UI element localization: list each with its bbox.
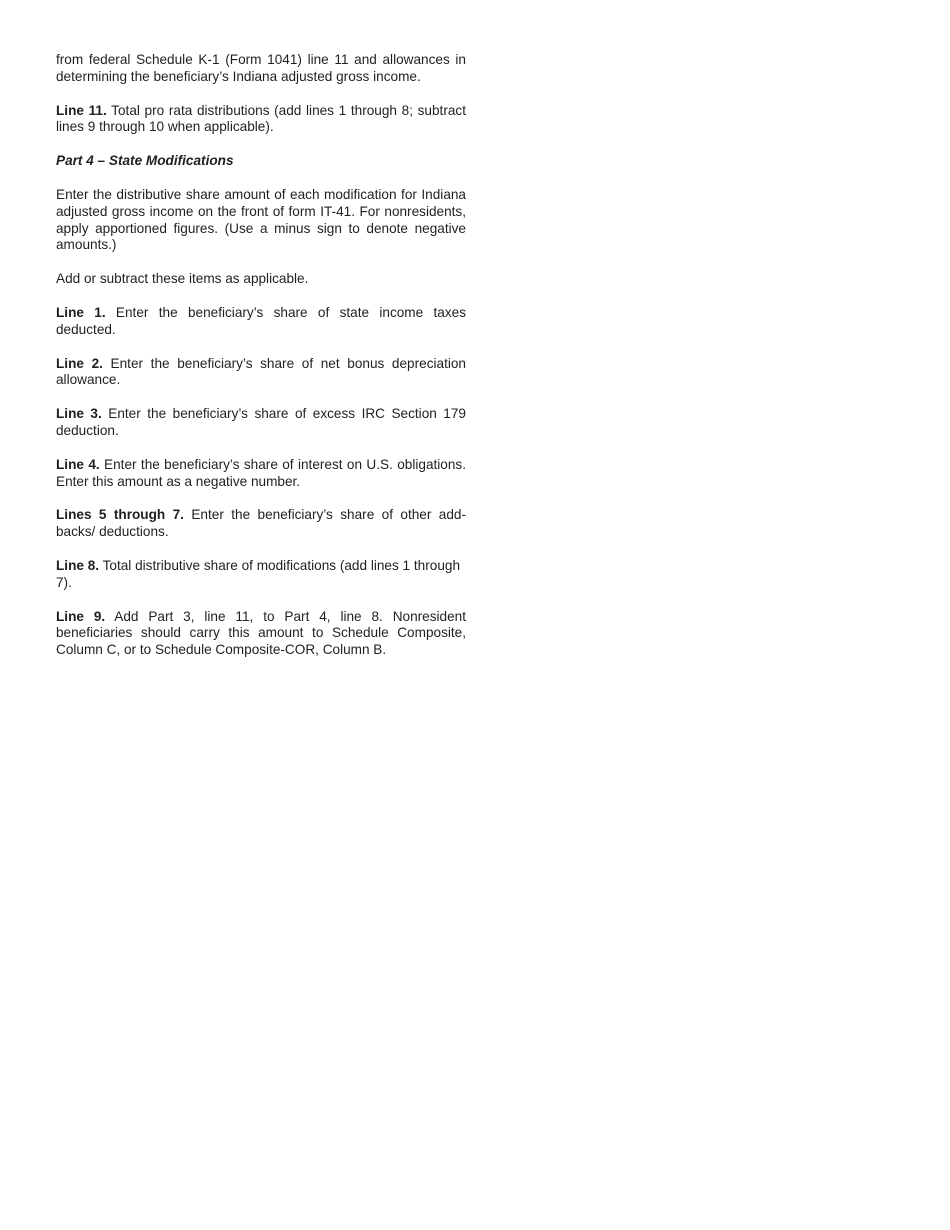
part-4-line-9 (56, 609, 466, 659)
part-4-intro: Enter the distributive share amount of each modification for Indiana adjusted gross income on the front of form IT-41. For nonresidents, apply apportioned figures. (Use a minus sign to denote negative amounts.) (56, 186, 466, 253)
part-4-line-3 (56, 406, 466, 440)
line-label: Line 4. (56, 456, 100, 472)
line-label: Line 3. (56, 406, 102, 422)
line-label: Line 2. (56, 355, 103, 371)
line-11-label: Line 11. (56, 102, 107, 118)
line-11-paragraph (56, 103, 466, 137)
part-4-heading: Part 4 – State Modifications (56, 153, 234, 169)
line-text: Enter the beneficiary’s share of excess IRC Section 179 deduction. (56, 406, 466, 438)
line-text: Total distributive share of modifications (add lines 1 through 7). (56, 557, 460, 590)
line-text: Enter the beneficiary’s share of interest on U.S. obligations. Enter this amount as a negative number. (56, 456, 466, 489)
part-4-note: Add or subtract these items as applicable. (56, 271, 309, 287)
part-4-line-8 (56, 558, 466, 592)
part-4-line-2 (56, 356, 466, 390)
line-11-text: Total pro rata distributions (add lines 1 through 8; subtract lines 9 through 10 when applicable). (56, 102, 466, 135)
continuation-paragraph: from federal Schedule K-1 (Form 1041) line 11 and allowances in determining the beneficiary’s Indiana adjusted gross income. (56, 52, 466, 84)
part-4-lines-5-7 (56, 507, 466, 541)
part-4-line-1 (56, 305, 466, 339)
line-label: Line 9. (56, 608, 106, 624)
instructions-column (56, 52, 466, 676)
line-label: Line 8. (56, 557, 100, 573)
line-label: Lines 5 through 7. (56, 507, 184, 523)
line-text: Enter the beneficiary’s share of net bonus depreciation allowance. (56, 355, 466, 388)
line-label: Line 1. (56, 304, 106, 320)
line-text: Enter the beneficiary’s share of state income taxes deducted. (56, 304, 466, 337)
part-4-line-4 (56, 457, 466, 491)
line-text: Add Part 3, line 11, to Part 4, line 8. Nonresident beneficiaries should carry this amount to Schedule Composite, Column C, or to Schedule Composite-COR, Column B. (56, 608, 467, 658)
line-text: Enter the beneficiary’s share of other add-backs/ deductions. (56, 507, 466, 540)
